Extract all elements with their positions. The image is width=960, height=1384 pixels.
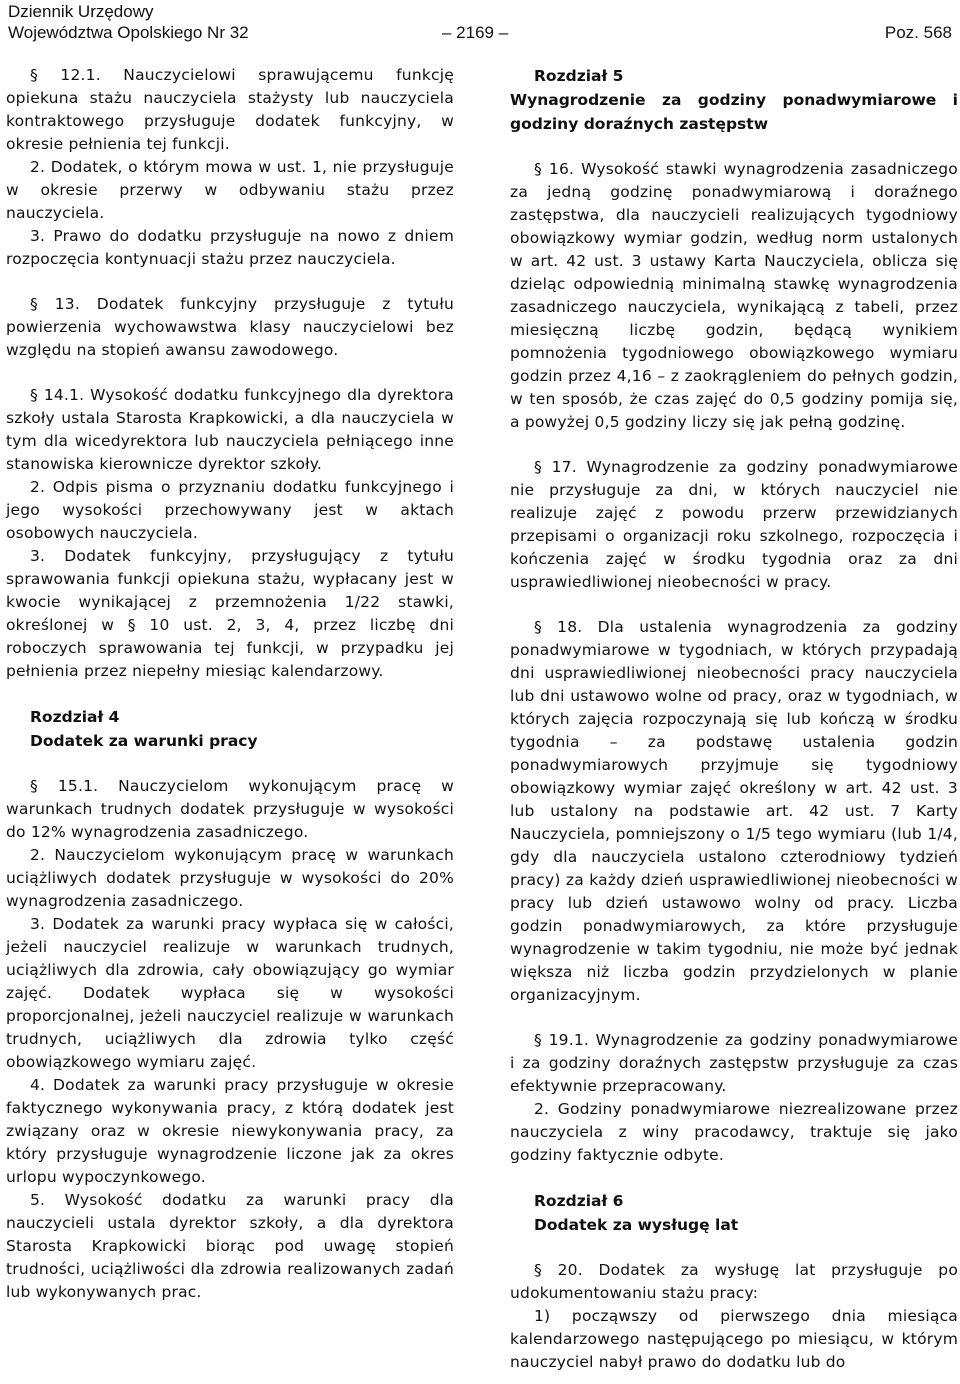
paragraph-15-5: 5. Wysokość dodatku za warunki pracy dla nauczycieli ustala dyrektor szkoły, a dla dyrektora Starosta Krapkowicki biorąc pod uwagę stopień trudności, uciążliwości dla zdrowia realizowanych zadań lub wykonywanych prac. (6, 1191, 454, 1301)
paragraph-20-item-1: 1) począwszy od pierwszego dnia miesiąca kalendarzowego następującego po miesiącu, w którym nauczyciel nabył prawo do dodatku lub do (510, 1307, 958, 1371)
page-header (0, 0, 960, 46)
journal-title: Dziennik Urzędowy (8, 2, 154, 21)
chapter-6-title: Dodatek za wysługę lat (534, 1216, 739, 1234)
paragraph-15-1: § 15.1. Nauczycielom wykonującym pracę w warunkach trudnych dodatek przysługuje w wysokości do 12% wynagrodzenia zasadniczego. (6, 777, 454, 841)
position-number: Poz. 568 (884, 23, 952, 42)
paragraph-15-3: 3. Dodatek za warunki pracy wypłaca się w całości, jeżeli nauczyciel realizuje w warunkach trudnych, uciążliwych dla zdrowia, cały obowiązujący go wymiar zajęć. Dodatek wypłaca się w wysokości proporcjonalnej, jeżeli nauczyciel realizuje w warunkach trudnych, uciążliwych dla zdrowia tylko część obowiązkowego wymiaru zajęć. (6, 915, 454, 1071)
paragraph-15-4: 4. Dodatek za warunki pracy przysługuje w okresie faktycznego wykonywania pracy, z którą dodatek jest związany oraz w okresie niewykonywania pracy, za który przysługuje wynagrodzenie liczone jak za okres urlopu wypoczynkowego. (6, 1076, 454, 1186)
paragraph-12-2: 2. Dodatek, o którym mowa w ust. 1, nie przysługuje w okresie przerwy w odbywaniu stażu przez nauczyciela. (6, 158, 454, 222)
chapter-5-number: Rozdział 5 (534, 67, 624, 85)
paragraph-12-1: § 12.1. Nauczycielowi sprawującemu funkcję opiekuna stażu nauczyciela stażysty lub nauczyciela kontraktowego przysługuje dodatek funkcyjny, w okresie pełnienia tej funkcji. (6, 66, 454, 153)
paragraph-19-1: § 19.1. Wynagrodzenie za godziny ponadwymiarowe i za godziny doraźnych zastępstw przysługuje za czas efektywnie przepracowany. (510, 1031, 958, 1095)
paragraph-20: § 20. Dodatek za wysługę lat przysługuje po udokumentowaniu stażu pracy: (510, 1261, 958, 1302)
left-column (6, 64, 454, 1304)
right-column (510, 64, 958, 1374)
page-number: – 2169 – (442, 23, 509, 42)
paragraph-13: § 13. Dodatek funkcyjny przysługuje z tytułu powierzenia wychowawstwa klasy nauczycielowi bez względu na stopień awansu zawodowego. (6, 295, 454, 359)
chapter-4-number: Rozdział 4 (30, 708, 120, 726)
chapter-4-title: Dodatek za warunki pracy (30, 732, 258, 750)
paragraph-16: § 16. Wysokość stawki wynagrodzenia zasadniczego za jedną godzinę ponadwymiarową i doraźnego zastępstwa, dla nauczycieli realizujących tygodniowy obowiązkowy wymiar godzin, według norm ustalonych w art. 42 ust. 3 ustawy Karta Nauczyciela, oblicza się dzieląc odpowiednią minimalną stawkę wynagrodzenia zasadniczego nauczyciela, wynikającą z tabeli, przez miesięczną liczbę godzin, będącą wynikiem pomnożenia tygodniowego obowiązkowego wymiaru godzin przez 4,16 – z zaokrągleniem do pełnych godzin, w ten sposób, że czas zajęć do 0,5 godziny pomija się, a powyżej 0,5 godziny liczy się jak pełną godzinę. (510, 160, 958, 431)
journal-issue: Województwa Opolskiego Nr 32 (8, 23, 249, 42)
paragraph-12-3: 3. Prawo do dodatku przysługuje na nowo z dniem rozpoczęcia kontynuacji stażu przez nauczyciela. (6, 227, 454, 268)
paragraph-15-2: 2. Nauczycielom wykonującym pracę w warunkach uciążliwych dodatek przysługuje w wysokości do 20% wynagrodzenia zasadniczego. (6, 846, 454, 910)
paragraph-17: § 17. Wynagrodzenie za godziny ponadwymiarowe nie przysługuje za dni, w których nauczyciel nie realizuje zajęć z powodu przerw przewidzianych przepisami o organizacji roku szkolnego, rozpoczęcia i kończenia zajęć w środku tygodnia oraz za dni usprawiedliwionej nieobecności w pracy. (510, 458, 958, 591)
paragraph-14-3: 3. Dodatek funkcyjny, przysługujący z tytułu sprawowania funkcji opiekuna stażu, wypłacany jest w kwocie wynikającej z przemnożenia 1/22 stawki, określonej w § 10 ust. 2, 3, 4, przez liczbę dni roboczych sprawowania tej funkcji, w przypadku jej pełnienia przez niepełny miesiąc kalendarzowy. (6, 547, 454, 680)
chapter-6-number: Rozdział 6 (534, 1192, 624, 1210)
paragraph-14-1: § 14.1. Wysokość dodatku funkcyjnego dla dyrektora szkoły ustala Starosta Krapkowicki, a dla nauczyciela w tym dla wicedyrektora lub nauczyciela pełniącego inne stanowiska kierownicze dyrektor szkoły. (6, 386, 454, 473)
chapter-5-title: Wynagrodzenie za godziny ponadwymiarowe i godziny doraźnych zastępstw (510, 91, 958, 133)
paragraph-18: § 18. Dla ustalenia wynagrodzenia za godziny ponadwymiarowe w tygodniach, w których przypadają dni usprawiedliwionej nieobecności pracy nauczyciela lub dni ustawowo wolne od pracy, oraz w tygodniach, w których zajęcia rozpoczynają się lub kończą w środku tygodnia – za podstawę ustalenia godzin ponadwymiarowych przyjmuje się tygodniowy obowiązkowy wymiar zajęć określony w art. 42 ust. 3 lub ustalony na podstawie art. 42 ust. 7 Karty Nauczyciela, pomniejszony o 1/5 tego wymiaru (lub 1/4, gdy dla nauczyciela ustalono czterodniowy tydzień pracy) za każdy dzień usprawiedliwionej nieobecności w pracy lub dzień ustawowo wolny od pracy. Liczba godzin ponadwymiarowych, za które przysługuje wynagrodzenie w takim tygodniu, nie może być jednak większa niż liczba godzin przydzielonych w planie organizacyjnym. (510, 618, 958, 1004)
paragraph-14-2: 2. Odpis pisma o przyznaniu dodatku funkcyjnego i jego wysokości przechowywany jest w aktach osobowych nauczyciela. (6, 478, 454, 542)
paragraph-19-2: 2. Godziny ponadwymiarowe niezrealizowane przez nauczyciela z winy pracodawcy, traktuje się jako godziny faktycznie odbyte. (510, 1100, 958, 1164)
